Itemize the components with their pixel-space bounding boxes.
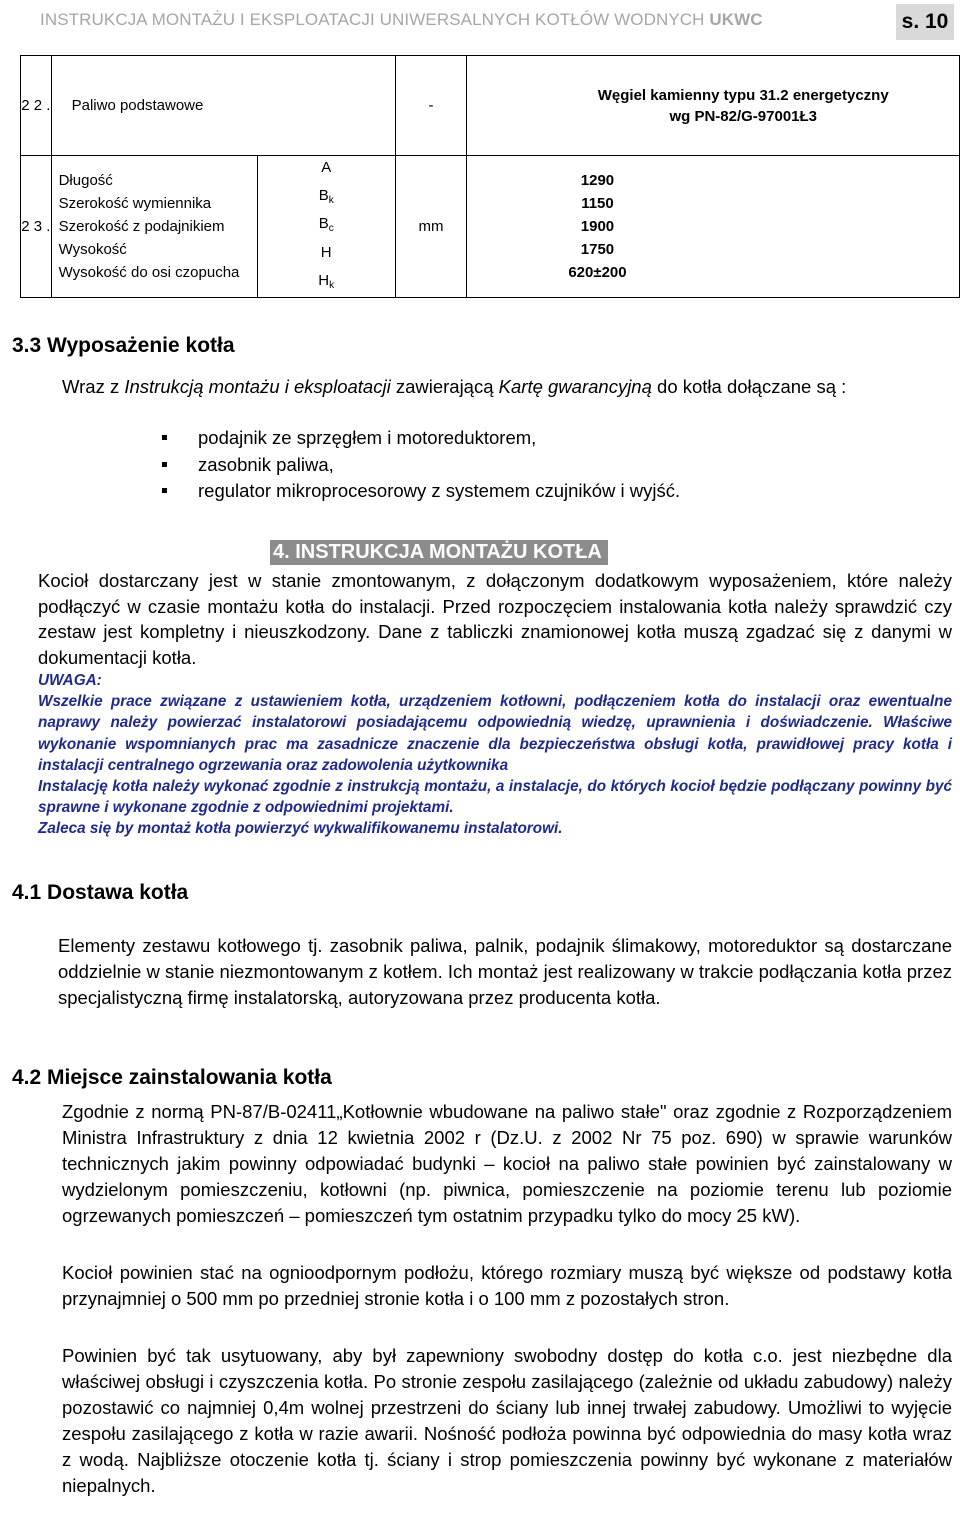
page-number: s. 10: [896, 4, 954, 40]
dimension-value: 1900: [580, 217, 615, 235]
fuel-value: [467, 56, 960, 156]
dimension-labels: [51, 156, 257, 298]
section-heading-4-2: 4.2 Miejsce zainstalowania kotła: [12, 1066, 332, 1089]
dimension-symbol: A: [321, 159, 332, 176]
document-title-text: INSTRUKCJA MONTAŻU I EKSPLOATACJI UNIWERSALNYCH KOTŁÓW WODNYCH: [40, 10, 705, 29]
dimension-symbol: $B_k$: [318, 187, 334, 207]
delivery-paragraph: Elementy zestawu kotłowego tj. zasobnik paliwa, palnik, podajnik ślimakowy, motoreduktor są dostarczane oddzielnie w stanie niezmontowanym z kotłem. Ich montaż jest realizowany w trakcie podłączania kotła przez specjalistyczną firmę instalatorską, autoryzowana przez producenta kotła.: [58, 935, 952, 1008]
equipment-list: [162, 425, 680, 505]
dimension-value: 1150: [581, 194, 614, 212]
row-number: [21, 156, 52, 298]
table-row-fuel: [21, 56, 960, 156]
warning-label: UWAGA:: [38, 672, 102, 689]
document-title: [40, 10, 763, 30]
dimension-value: 1750: [580, 241, 615, 259]
dimension-unit-text: mm: [418, 218, 444, 235]
installation-paragraph: Kocioł dostarczany jest w stanie zmontowanym, z dołączonym dodatkowym wyposażeniem, które należy podłączyć w czasie montażu kotła do instalacji. Przed rozpoczęciem instalowania kotła należy sprawdzić czy zestaw jest kompletny i nieuszkodzony. Dane z tabliczki znamionowej kotła muszą zgadzać się z danymi w dokumentacji kotła.: [38, 570, 952, 668]
location-paragraph-1: Zgodnie z normą PN-87/B-02411„Kotłownie wbudowane na paliwo stałe" oraz zgodnie z Rozporządzeniem Ministra Infrastruktury z dnia 12 kwietnia 2002 r (Dz.U. z 2002 Nr 75 poz. 690) w sprawie warunków technicznych jakim powinny odpowiadać budynki – kocioł na paliwo stałe powinien być zainstalowany w wydzielonym pomieszczeniu, kotłowni (np. piwnica, pomieszczenie na poziomie terenu lub poziomie ogrzewanych pomieszczeń – pomieszczeń tym ostatnim przypadku tylko do mocy 25 kW).: [62, 1101, 952, 1226]
fuel-unit-text: -: [428, 97, 434, 114]
bullet-square-icon: [162, 462, 167, 467]
dimension-label: Długość: [58, 171, 113, 189]
dimension-value: 620±200: [568, 264, 627, 282]
section-heading-4-1: 4.1 Dostawa kotła: [12, 881, 189, 904]
row-number-text: 2 2 .: [21, 97, 51, 114]
dimension-value: 1290: [580, 171, 615, 189]
row-number: [21, 56, 52, 156]
location-paragraph-2: Kocioł powinien stać na ognioodpornym podłożu, którego rozmiary muszą być większe od podstawy kotła przynajmniej o 500 mm po przedniej stronie kotła i o 100 mm z pozostałych stron.: [62, 1262, 952, 1309]
fuel-label-text: Paliwo podstawowe: [71, 96, 204, 114]
fuel-value-line1: Węgiel kamienny typu 31.2 energetyczny: [597, 86, 889, 104]
dimension-symbol: H: [320, 243, 332, 261]
bullet-square-icon: [162, 435, 167, 440]
list-item: podajnik ze sprzęgłem i motoreduktorem,: [162, 425, 680, 452]
dimension-label: Szerokość z podajnikiem: [58, 217, 225, 235]
dimension-label: Wysokość do osi czopucha: [58, 264, 240, 282]
fuel-value-line2: wg PN-82/G-97001Ł3: [669, 107, 818, 125]
page-header: [0, 0, 960, 44]
dimension-symbol: $B_c$: [318, 215, 334, 235]
list-item: zasobnik paliwa,: [162, 452, 680, 479]
fuel-label: [51, 56, 395, 156]
row-number-text: 2 3 .: [21, 218, 51, 235]
dimension-label: Wysokość: [58, 241, 127, 259]
equipment-intro: Wraz z Instrukcją montażu i eksploatacji zawierającą Kartę gwarancyjną do kotła dołączane są :: [62, 376, 847, 397]
warning-text: Wszelkie prace związane z ustawieniem kotła, urządzeniem kotłowni, podłączeniem kotła do instalacji oraz ewentualne naprawy należy powierzać instalatorowi posiadającemu odpowiednią wiedzę, uprawnienia i doświadczenie. Właściwe wykonanie wspomnianych prac ma zasadnicze znaczenie dla bezpieczeństwa obsługi kotła, prawidłowej pracy kotła i instalacji centralnego ogrzewania oraz zadowolenia użytkownika: [38, 693, 952, 774]
section-heading-4: 4. INSTRUKCJA MONTAŻU KOTŁA: [270, 540, 608, 565]
list-item: regulator mikroprocesorowy z systemem czujników i wyjść.: [162, 478, 680, 505]
section-heading-3-3: 3.3 Wyposażenie kotła: [12, 334, 235, 357]
warning-text: Instalację kotła należy wykonać zgodnie z instrukcją montażu, a instalacje, do których kocioł będzie podłączany powinny być sprawne i wykonane zgodnie z odpowiednimi projektami.: [38, 778, 952, 817]
brand-name: UKWC: [709, 10, 763, 29]
boiler-spec-table: [20, 55, 960, 298]
table-row-dimensions: [21, 156, 960, 298]
dimension-label: Szerokość wymiennika: [58, 194, 212, 212]
dimension-values: [467, 156, 960, 298]
dimension-unit: [395, 156, 467, 298]
dimension-symbol: $H_k$: [318, 271, 335, 291]
dimension-symbols: [257, 156, 395, 298]
warning-text: Zaleca się by montaż kotła powierzyć wykwalifikowanemu instalatorowi.: [38, 820, 563, 838]
fuel-unit: [395, 56, 467, 156]
bullet-square-icon: [162, 488, 167, 493]
warning-block: [38, 670, 952, 840]
location-paragraph-3: Powinien być tak usytuowany, aby był zapewniony swobodny dostęp do kotła c.o. jest niezbędne dla właściwej obsługi i czyszczenia kotła. Po stronie zespołu zasilającego (zależnie od układu zabudowy) należy pozostawić co najmniej 0,4m wolnej przestrzeni do ściany lub innej trwałej zabudowy. Umożliwi to wyjęcie zespołu zasilającego z kotła w razie awarii. Nośność podłoża powinna być odpowiednia do masy kotła wraz z wodą. Najbliższe otoczenie kotła tj. ściany i strop pomieszczenia powinny być wykonane z materiałów niepalnych.: [62, 1345, 952, 1496]
